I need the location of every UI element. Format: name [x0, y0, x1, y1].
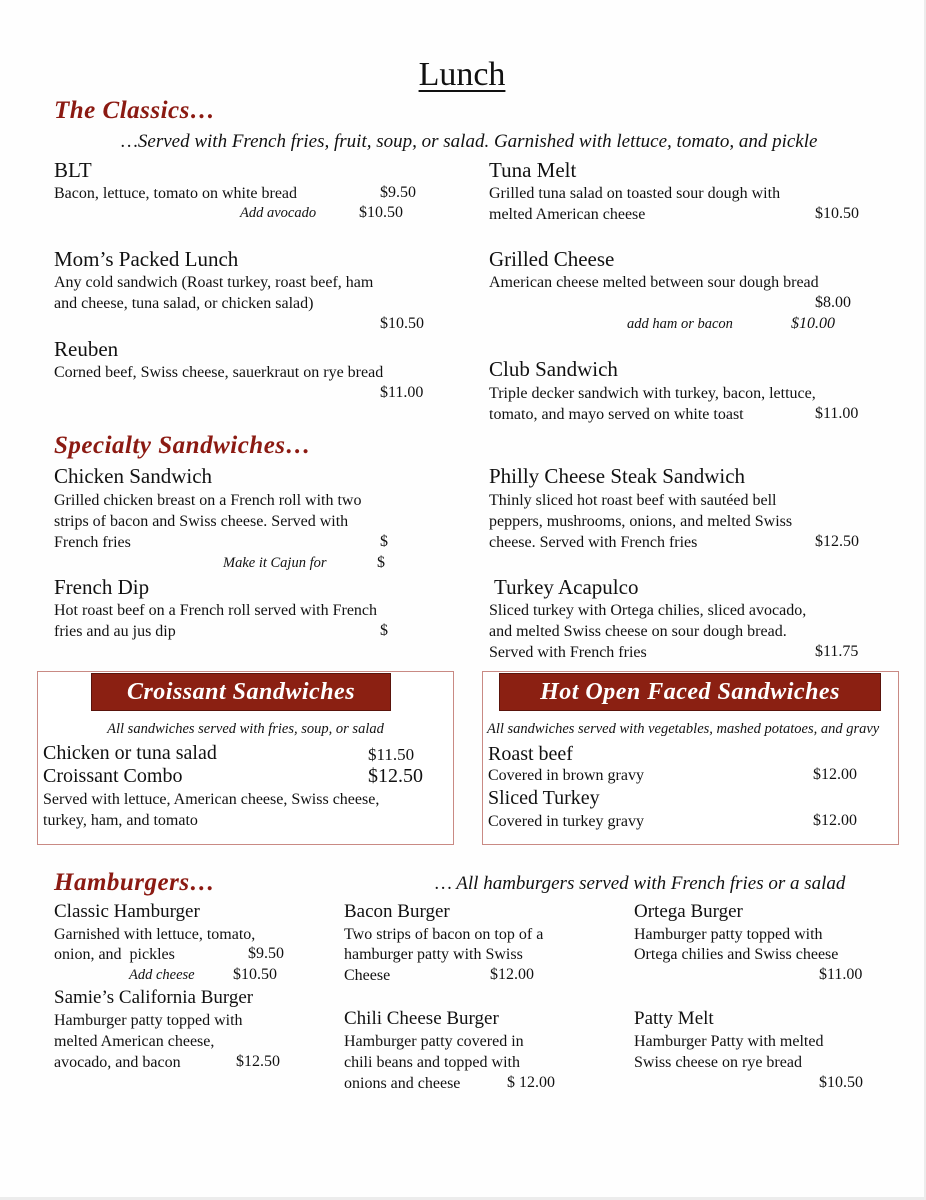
item-desc: Hamburger Patty with melted	[634, 1033, 824, 1050]
addon-price: $	[377, 554, 385, 571]
item-desc: fries and au jus dip	[54, 623, 176, 640]
hot-open-faced-subtitle: All sandwiches served with vegetables, mashed potatoes, and gravy	[487, 721, 880, 737]
item-price: $	[380, 622, 388, 639]
item-name: Classic Hamburger	[54, 901, 200, 922]
item-desc: Any cold sandwich (Roast turkey, roast beef, ham	[54, 274, 374, 291]
item-desc: Thinly sliced hot roast beef with sautéed bell	[489, 492, 777, 509]
item-name: Sliced Turkey	[488, 787, 600, 809]
item-name: Club Sandwich	[489, 357, 618, 381]
item-desc: Ortega chilies and Swiss cheese	[634, 946, 839, 963]
item-desc: chili beans and topped with	[344, 1054, 520, 1071]
item-desc: onion, and pickles	[54, 946, 175, 963]
page-title: Lunch	[418, 56, 506, 93]
item-desc: Garnished with lettuce, tomato,	[54, 926, 256, 943]
addon-price: $10.00	[791, 315, 835, 332]
item-desc: Grilled chicken breast on a French roll with two	[54, 492, 362, 509]
item-desc: Hamburger patty covered in	[344, 1033, 524, 1050]
item-desc: Sliced turkey with Ortega chilies, sliced avocado,	[489, 602, 807, 619]
item-name: French Dip	[54, 575, 150, 599]
item-desc: Hamburger patty topped with	[54, 1012, 243, 1029]
item-name: Ortega Burger	[634, 901, 743, 922]
item-desc: hamburger patty with Swiss	[344, 946, 523, 963]
croissant-desc: turkey, ham, and tomato	[43, 812, 198, 829]
item-desc: melted American cheese,	[54, 1033, 215, 1050]
item-price: $8.00	[815, 294, 851, 311]
item-desc: Served with French fries	[489, 644, 647, 661]
item-price: $12.00	[813, 766, 857, 783]
item-name: Turkey Acapulco	[494, 575, 639, 599]
addon-price: $10.50	[359, 204, 403, 221]
item-desc: Grilled tuna salad on toasted sour dough with	[489, 185, 781, 202]
item-price: $ 12.00	[507, 1074, 555, 1091]
item-name: BLT	[54, 158, 92, 182]
item-desc: American cheese melted between sour dough bread	[489, 274, 819, 291]
item-price: $10.50	[380, 315, 424, 332]
item-desc: Covered in turkey gravy	[488, 813, 644, 830]
section-heading-specialty: Specialty Sandwiches…	[54, 432, 312, 459]
classics-subtitle: …Served with French fries, fruit, soup, or salad. Garnished with lettuce, tomato, and pickle	[121, 131, 818, 152]
item-desc: tomato, and mayo served on white toast	[489, 406, 744, 423]
item-name: Chili Cheese Burger	[344, 1008, 499, 1029]
item-name: Bacon Burger	[344, 901, 450, 922]
item-desc: Corned beef, Swiss cheese, sauerkraut on rye bread	[54, 364, 384, 381]
item-price: $11.75	[815, 643, 859, 660]
item-desc: Swiss cheese on rye bread	[634, 1054, 802, 1071]
hot-open-faced-banner: Hot Open Faced Sandwiches	[500, 674, 880, 710]
item-desc: cheese. Served with French fries	[489, 534, 698, 551]
item-desc: onions and cheese	[344, 1075, 461, 1092]
item-desc: and melted Swiss cheese on sour dough bread.	[489, 623, 787, 640]
item-desc: and cheese, tuna salad, or chicken salad)	[54, 295, 314, 312]
item-name: Croissant Combo	[43, 765, 183, 787]
item-desc: avocado, and bacon	[54, 1054, 181, 1071]
item-desc: strips of bacon and Swiss cheese. Served with	[54, 513, 349, 530]
croissant-desc: Served with lettuce, American cheese, Swiss cheese,	[43, 791, 380, 808]
item-desc: Hamburger patty topped with	[634, 926, 823, 943]
item-desc: French fries	[54, 534, 131, 551]
item-price: $10.50	[815, 205, 859, 222]
item-name: Samie’s California Burger	[54, 987, 254, 1008]
item-price: $12.50	[236, 1053, 280, 1070]
addon-label: Add cheese	[129, 967, 195, 983]
item-price: $9.50	[248, 945, 284, 962]
addon-label: Add avocado	[240, 205, 317, 221]
addon-label: add ham or bacon	[627, 316, 733, 332]
item-price: $12.50	[815, 533, 859, 550]
item-price: $	[380, 533, 388, 550]
item-name: Patty Melt	[634, 1008, 714, 1029]
item-name: Reuben	[54, 337, 119, 361]
item-price: $12.00	[813, 812, 857, 829]
item-name: Philly Cheese Steak Sandwich	[489, 464, 746, 488]
croissant-banner: Croissant Sandwiches	[92, 674, 390, 710]
item-price: $12.00	[490, 966, 534, 983]
item-price: $11.00	[815, 405, 859, 422]
item-desc: Bacon, lettuce, tomato on white bread	[54, 185, 298, 202]
item-name: Chicken Sandwich	[54, 464, 213, 488]
item-price: $9.50	[380, 184, 416, 201]
item-price: $10.50	[819, 1074, 863, 1091]
item-desc: melted American cheese	[489, 206, 646, 223]
item-name: Mom’s Packed Lunch	[54, 247, 239, 271]
item-desc: Triple decker sandwich with turkey, bacon, lettuce,	[489, 385, 816, 402]
item-price: $11.00	[380, 384, 424, 401]
section-heading-hamburgers: Hamburgers…	[54, 869, 216, 896]
item-price: $12.50	[368, 765, 423, 787]
item-name: Tuna Melt	[489, 158, 577, 182]
item-price: $11.50	[368, 745, 415, 764]
item-desc: Two strips of bacon on top of a	[344, 926, 544, 943]
croissant-subtitle: All sandwiches served with fries, soup, or salad	[107, 721, 384, 737]
item-desc: Covered in brown gravy	[488, 767, 644, 784]
item-desc: Hot roast beef on a French roll served with French	[54, 602, 378, 619]
item-desc: Cheese	[344, 967, 391, 984]
item-name: Chicken or tuna salad	[43, 742, 217, 764]
item-name: Grilled Cheese	[489, 247, 615, 271]
item-name: Roast beef	[488, 743, 573, 765]
item-desc: peppers, mushrooms, onions, and melted Swiss	[489, 513, 793, 530]
hamburgers-subtitle: … All hamburgers served with French fries or a salad	[435, 873, 846, 894]
section-heading-classics: The Classics…	[54, 97, 216, 124]
addon-label: Make it Cajun for	[223, 555, 327, 571]
item-price: $11.00	[819, 966, 863, 983]
addon-price: $10.50	[233, 966, 277, 983]
